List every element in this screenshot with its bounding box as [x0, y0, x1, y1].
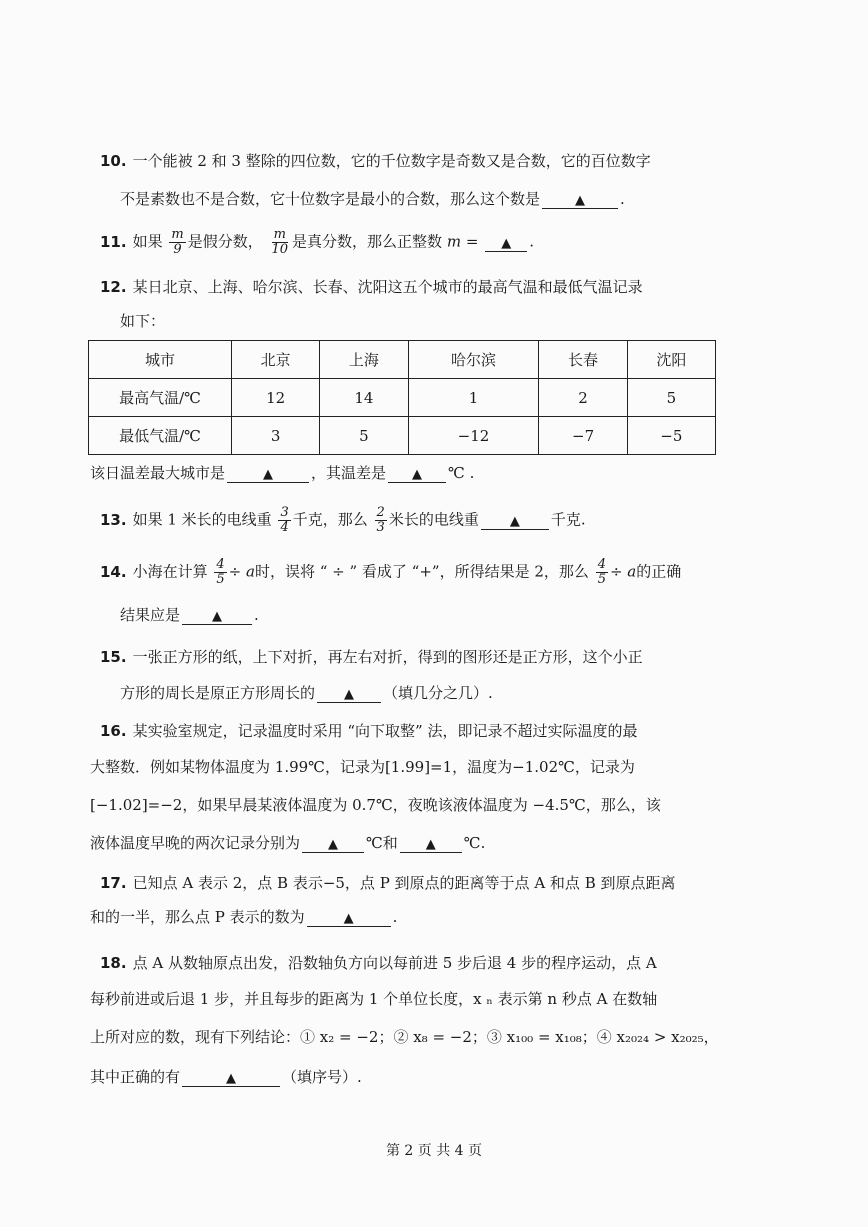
question-17-line2 — [90, 906, 780, 928]
answer-blank[interactable] — [542, 190, 618, 209]
question-text: 每秒前进或后退 1 步，并且每步的距离为 1 个单位长度，x ₙ 表示第 n 秒点 A 在数轴 — [90, 990, 658, 1008]
blank-marker-icon: ▲ — [212, 609, 223, 624]
question-text: 小海在计算 — [132, 562, 208, 581]
equals-sign: = — [461, 232, 484, 251]
question-number: 16. — [100, 722, 127, 740]
expression: ÷ a — [609, 562, 637, 581]
table-cell: 最低气温/℃ — [89, 417, 232, 455]
table-header-cell: 城市 — [89, 341, 232, 379]
question-text: 如果 — [132, 232, 163, 251]
blank-marker-icon: ▲ — [343, 911, 354, 926]
question-10 — [100, 150, 790, 172]
punctuation: . — [620, 190, 625, 208]
question-13 — [100, 506, 790, 535]
numerator: 4 — [597, 557, 606, 572]
variable: m — [446, 232, 462, 251]
question-18-line3 — [90, 1026, 780, 1048]
question-text: 大整数．例如某物体温度为 1.99℃，记录为[1.99]=1，温度为−1.02℃，记录为 — [90, 758, 635, 776]
denominator: 3 — [376, 520, 385, 535]
blank-marker-icon: ▲ — [412, 467, 423, 482]
fraction — [169, 228, 185, 257]
table-cell: 最高气温/℃ — [89, 379, 232, 417]
question-16-line4 — [90, 832, 780, 854]
numerator: 4 — [216, 557, 225, 572]
expression: ÷ a — [228, 562, 255, 581]
question-text: ℃. — [463, 834, 486, 852]
question-text: （填几分之几）. — [383, 684, 493, 702]
blank-marker-icon: ▲ — [344, 687, 355, 702]
table-cell: 5 — [320, 417, 408, 455]
question-number: 14. — [100, 562, 127, 581]
temperature-table — [88, 340, 716, 455]
numerator: 3 — [280, 505, 289, 520]
answer-blank[interactable] — [182, 606, 252, 625]
numerator: 2 — [376, 505, 385, 520]
question-text: ，其温差是 — [311, 464, 387, 482]
fraction — [596, 558, 608, 587]
table-cell: 1 — [408, 379, 539, 417]
question-16-line2 — [90, 756, 780, 778]
answer-blank[interactable] — [481, 511, 549, 530]
question-text: 不是素数也不是合数，它十位数字是最小的合数，那么这个数是 — [120, 190, 541, 208]
table-header-cell: 哈尔滨 — [408, 341, 539, 379]
table-cell: 3 — [232, 417, 320, 455]
denominator: 9 — [173, 242, 182, 257]
question-text: 点 A 从数轴原点出发，沿数轴负方向以每前进 5 步后退 4 步的程序运动，点 A — [132, 954, 657, 972]
table-header-row — [89, 341, 716, 379]
fraction — [375, 506, 387, 535]
answer-blank[interactable] — [400, 834, 462, 853]
question-10-line2 — [120, 188, 810, 210]
question-text: 是假分数， — [187, 232, 263, 251]
table-row — [89, 417, 716, 455]
answer-blank[interactable] — [182, 1068, 280, 1087]
fraction — [278, 506, 290, 535]
question-text: 某实验室规定，记录温度时采用 “向下取整” 法，即记录不超过实际温度的最 — [132, 722, 638, 740]
question-number: 12. — [100, 278, 127, 296]
table-cell: 5 — [627, 379, 715, 417]
denominator: 10 — [271, 242, 289, 257]
question-18 — [100, 952, 790, 974]
fraction — [214, 558, 226, 587]
question-12-answer — [90, 462, 780, 484]
question-text: 千克，那么 — [292, 510, 368, 529]
table-header-cell: 沈阳 — [627, 341, 715, 379]
question-text: 的正确 — [636, 562, 682, 581]
blank-marker-icon: ▲ — [425, 837, 436, 852]
question-14-line2 — [120, 604, 810, 626]
answer-blank[interactable] — [388, 464, 446, 483]
answer-blank[interactable] — [317, 684, 381, 703]
table-header-cell: 北京 — [232, 341, 320, 379]
question-text: 液体温度早晚的两次记录分别为 — [90, 834, 301, 852]
blank-marker-icon: ▲ — [509, 513, 520, 529]
question-text: 和的一半，那么点 P 表示的数为 — [90, 908, 305, 926]
question-text: 时，误将 “ ÷ ” 看成了 “+”，所得结果是 2，那么 — [254, 562, 589, 581]
fraction — [270, 228, 291, 257]
page-footer: 第 2 页 共 4 页 — [385, 1143, 483, 1159]
numerator: m — [171, 227, 184, 242]
question-16 — [100, 720, 790, 742]
question-text: [−1.02]=−2，如果早晨某液体温度为 0.7℃，夜晚该液体温度为 −4.5℃，那么，该 — [90, 796, 661, 814]
question-text: 已知点 A 表示 2，点 B 表示−5，点 P 到原点的距离等于点 A 和点 B 到原点距离 — [132, 874, 676, 892]
question-11 — [100, 228, 790, 257]
question-12 — [100, 276, 790, 298]
question-15-line2 — [120, 682, 810, 704]
table-cell: −12 — [408, 417, 539, 455]
question-text: 一个能被 2 和 3 整除的四位数，它的千位数字是奇数又是合数，它的百位数字 — [132, 152, 651, 170]
question-number: 10. — [100, 152, 127, 170]
punctuation: . — [529, 232, 534, 251]
question-number: 17. — [100, 874, 127, 892]
question-text: 如果 1 米长的电线重 — [132, 510, 272, 529]
answer-blank[interactable] — [307, 908, 391, 927]
table-cell: 12 — [232, 379, 320, 417]
question-text: 上所对应的数，现有下列结论：① x₂ = −2；② x₈ = −2；③ x₁₀₀ = x₁₀₈；④ x₂₀₂₄ > x₂₀₂₅， — [90, 1028, 719, 1046]
table-cell: 14 — [320, 379, 408, 417]
question-text: ℃和 — [366, 834, 398, 852]
question-18-line4 — [90, 1066, 780, 1088]
table-cell: 2 — [539, 379, 627, 417]
question-text: 是真分数，那么正整数 — [292, 232, 443, 251]
question-12-line2 — [120, 310, 810, 332]
denominator: 5 — [597, 572, 606, 587]
question-text: 其中正确的有 — [90, 1068, 181, 1086]
question-text: （填序号）. — [282, 1068, 362, 1086]
question-number: 15. — [100, 648, 127, 666]
question-text: 如下： — [120, 312, 166, 330]
question-number: 18. — [100, 954, 127, 972]
question-text: 米长的电线重 — [388, 510, 479, 529]
blank-marker-icon: ▲ — [501, 235, 512, 251]
punctuation: . — [392, 908, 398, 926]
question-18-line2 — [90, 988, 780, 1010]
answer-blank[interactable] — [227, 464, 309, 483]
denominator: 5 — [216, 572, 225, 587]
answer-blank[interactable] — [302, 834, 364, 853]
blank-marker-icon: ▲ — [226, 1071, 237, 1086]
question-text: 一张正方形的纸，上下对折，再左右对折，得到的图形还是正方形，这个小正 — [132, 648, 643, 666]
question-15 — [100, 646, 790, 668]
blank-marker-icon: ▲ — [575, 193, 586, 208]
question-text: 结果应是 — [120, 606, 181, 624]
table-cell: −5 — [627, 417, 715, 455]
question-text: 方形的周长是原正方形周长的 — [120, 684, 316, 702]
table-cell: −7 — [539, 417, 627, 455]
numerator: m — [273, 227, 286, 242]
question-text: 某日北京、上海、哈尔滨、长春、沈阳这五个城市的最高气温和最低气温记录 — [132, 278, 643, 296]
question-17 — [100, 872, 790, 894]
question-text: ℃ . — [448, 464, 475, 482]
table-row — [89, 379, 716, 417]
question-text: 千克. — [550, 510, 586, 529]
blank-marker-icon: ▲ — [328, 837, 339, 852]
denominator: 4 — [280, 520, 289, 535]
table-header-cell: 上海 — [320, 341, 408, 379]
punctuation: . — [254, 606, 259, 624]
table-header-cell: 长春 — [539, 341, 627, 379]
blank-marker-icon: ▲ — [263, 467, 274, 482]
question-text: 该日温差最大城市是 — [90, 464, 226, 482]
answer-blank[interactable] — [485, 233, 527, 252]
question-number: 11. — [100, 232, 127, 251]
question-14 — [100, 558, 790, 587]
question-16-line3 — [90, 794, 780, 816]
question-number: 13. — [100, 510, 127, 529]
